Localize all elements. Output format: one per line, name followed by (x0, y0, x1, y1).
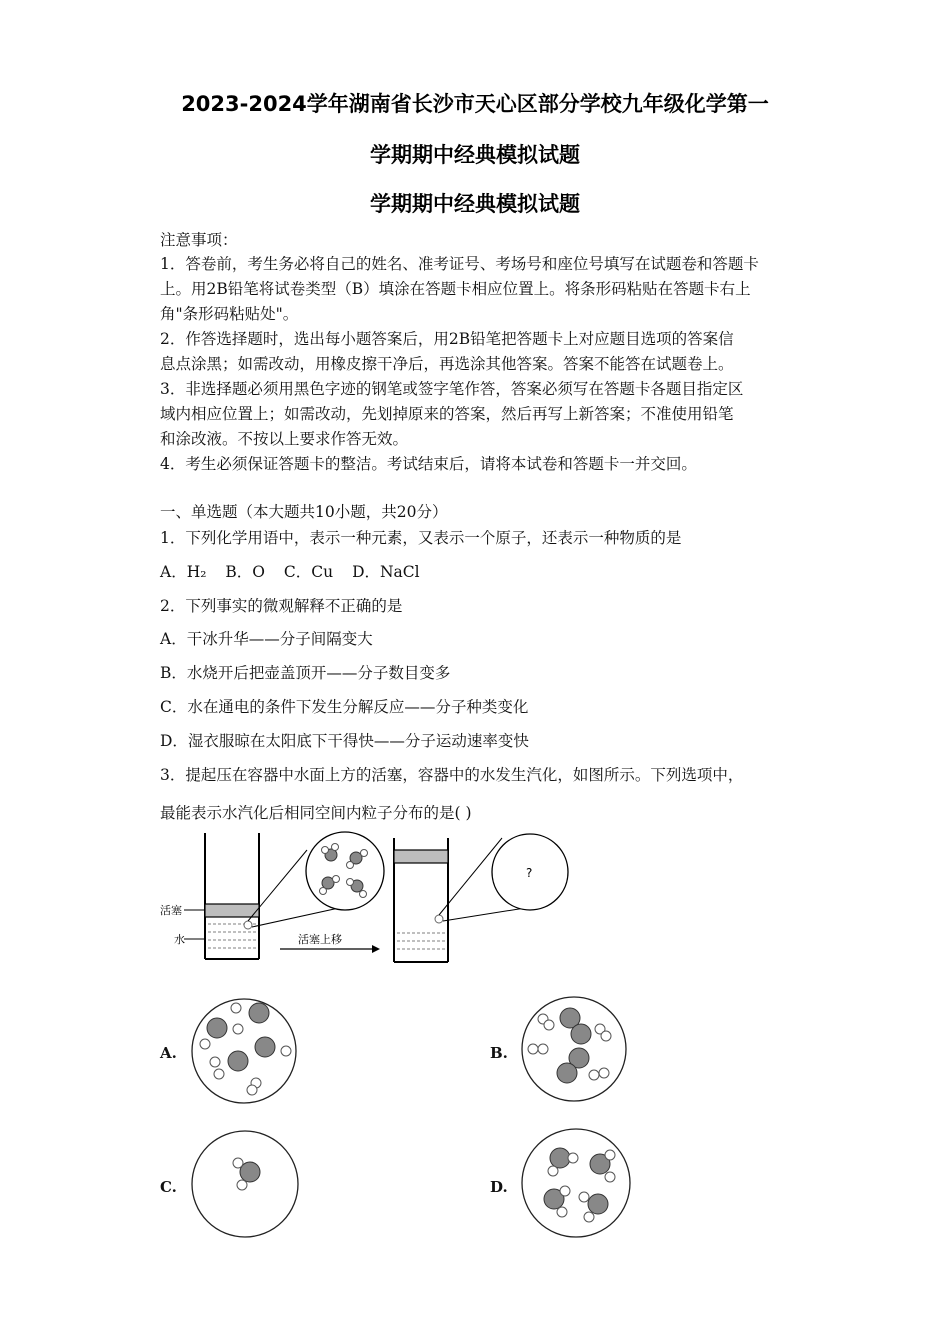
section-heading: 一、单选题（本大题共10小题，共20分） (160, 503, 448, 521)
container-left (205, 833, 259, 959)
q1-option-d: D．NaCl (352, 563, 420, 581)
q3-stem-line-1: 3．提起压在容器中水面上方的活塞，容器中的水发生汽化，如图所示。下列选项中， (160, 766, 744, 784)
q1-stem: 1．下列化学用语中，表示一种元素，又表示一个原子，还表示一种物质的是 (160, 529, 682, 547)
q1-options (160, 560, 434, 582)
notice-line: 上。用2B铅笔将试卷类型（B）填涂在答题卡相应位置上。将条形码粘贴在答题卡右上 (160, 280, 751, 298)
arrow-label: 活塞上移 (298, 933, 342, 946)
title-line-2: 学期期中经典模拟试题 (370, 143, 580, 167)
option-a-diagram[interactable] (188, 995, 300, 1107)
notice-line: 3．非选择题必须用黑色字迹的钢笔或签字笔作答，答案必须写在答题卡各题目指定区 (160, 380, 744, 398)
q2-option-c: C．水在通电的条件下发生分解反应——分子种类变化 (160, 698, 529, 716)
q2-option-a: A．干冰升华——分子间隔变大 (160, 630, 373, 648)
q2-option-d: D．湿衣服晾在太阳底下干得快——分子运动速率变快 (160, 732, 529, 750)
q1-option-c: C．Cu (283, 563, 334, 581)
option-b-label: B. (490, 1044, 508, 1062)
option-c-diagram[interactable] (188, 1127, 302, 1241)
piston-left (205, 904, 259, 917)
q3-stem-line-2: 最能表示水汽化后相同空间内粒子分布的是( ) (160, 804, 472, 822)
option-d-diagram[interactable] (518, 1125, 634, 1241)
option-d-label: D. (490, 1178, 508, 1196)
zoom-circle-left (248, 832, 384, 927)
title-line-1: 2023-2024学年湖南省长沙市天心区部分学校九年级化学第一 (181, 92, 769, 116)
move-arrow (280, 932, 380, 953)
q1-option-b: B．O (225, 563, 265, 581)
notice-line: 1．答卷前，考生务必将自己的姓名、准考证号、考场号和座位号填写在试题卷和答题卡 (160, 255, 759, 273)
container-right (394, 838, 448, 962)
title-line-3: 学期期中经典模拟试题 (370, 192, 580, 216)
notice-heading: 注意事项： (160, 231, 238, 249)
zoom-circle-right (439, 834, 568, 921)
option-c-label: C. (160, 1178, 177, 1196)
notice-line: 2．作答选择题时，选出每小题答案后，用2B铅笔把答题卡上对应题目选项的答案信 (160, 330, 734, 348)
notice-line: 角"条形码粘贴处"。 (160, 305, 299, 323)
notice-line: 4．考生必须保证答题卡的整洁。考试结束后，请将本试卷和答题卡一并交回。 (160, 455, 697, 473)
option-a-label: A. (160, 1044, 177, 1062)
q2-option-b: B．水烧开后把壶盖顶开——分子数目变多 (160, 664, 451, 682)
water-label: 水 (174, 933, 185, 946)
piston-right (394, 850, 448, 863)
notice-line: 和涂改液。不按以上要求作答无效。 (160, 430, 409, 448)
notice-line: 域内相应位置上；如需改动，先划掉原来的答案，然后再写上新答案；不准使用铅笔 (160, 405, 734, 423)
q2-stem: 2．下列事实的微观解释不正确的是 (160, 597, 403, 615)
q3-experiment-figure (150, 828, 590, 968)
q1-option-a: A．H₂ (160, 563, 207, 581)
notice-line: 息点涂黑；如需改动，用橡皮擦干净后，再选涂其他答案。答案不能答在试题卷上。 (160, 355, 734, 373)
piston-label: 活塞 (160, 904, 182, 917)
unknown-mark: ? (526, 866, 533, 880)
option-b-diagram[interactable] (518, 993, 630, 1105)
